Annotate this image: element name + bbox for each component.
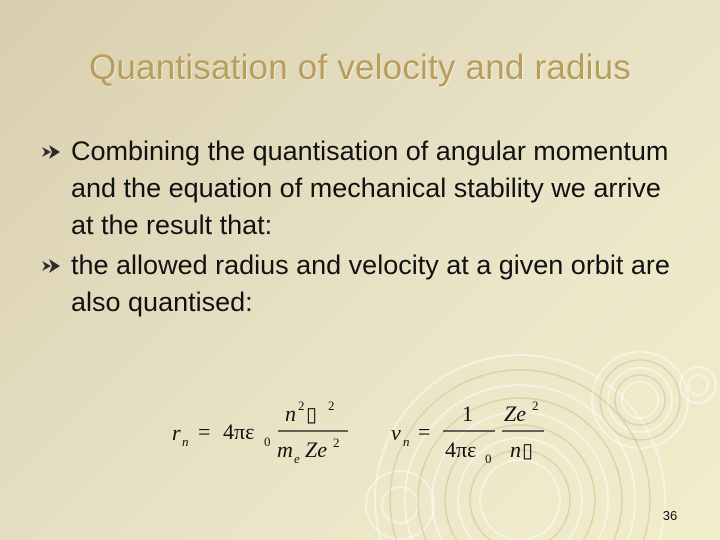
radius-denominator-subscript: e [294, 451, 300, 466]
velocity-lhs: v [391, 420, 401, 445]
velocity-denominator-subscript: 0 [485, 451, 492, 466]
radius-lhs: r [172, 420, 181, 445]
velocity-equation [391, 398, 544, 466]
radius-coefficient-subscript: 0 [264, 434, 271, 449]
radius-numerator-exponent: 2 [298, 398, 305, 413]
radius-equals: = [198, 419, 211, 444]
velocity-lhs-subscript: n [403, 434, 410, 449]
radius-denominator-exponent: 2 [333, 435, 340, 450]
page-number: 36 [662, 508, 678, 523]
bullet-item [40, 247, 680, 321]
bullet-item [40, 133, 680, 244]
arrow-bullet-icon [41, 258, 61, 274]
radius-lhs-subscript: n [182, 434, 189, 449]
radius-numerator-n: n [285, 401, 296, 426]
velocity-numerator-one: 1 [462, 401, 473, 426]
velocity-numerator-ze: Ze [504, 401, 526, 426]
velocity-equals: = [418, 419, 431, 444]
slide-title: Quantisation of velocity and radius [88, 48, 632, 87]
bullet-text: Combining the quantisation of angular momentum and the equation of mechanical stability we arrive at the result that: [71, 136, 669, 240]
radius-denominator-ze: Ze [305, 437, 327, 462]
velocity-denominator-glyph: ▯ [522, 440, 534, 462]
velocity-denominator-coefficient: 4πε [445, 437, 477, 462]
radius-numerator-exponent: 2 [328, 398, 335, 413]
bullet-list [40, 133, 680, 324]
equations [160, 393, 580, 473]
velocity-denominator-n: n [510, 437, 521, 462]
bullet-text: the allowed radius and velocity at a given orbit are also quantised: [71, 250, 670, 317]
radius-denominator-m: m [277, 437, 293, 462]
radius-coefficient: 4πε [223, 419, 255, 444]
radius-numerator-glyph: ▯ [306, 404, 318, 426]
velocity-numerator-exponent: 2 [532, 398, 539, 413]
arrow-bullet-icon [41, 144, 61, 160]
radius-equation [172, 398, 348, 466]
